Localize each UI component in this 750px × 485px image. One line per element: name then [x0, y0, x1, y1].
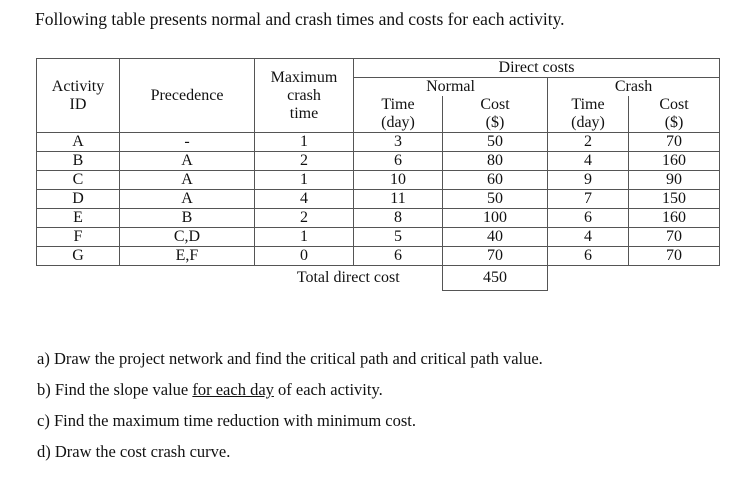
- cell-max-crash-time: 1: [255, 171, 354, 190]
- cell-crash-time: 4: [548, 228, 629, 247]
- question-c: c) Find the maximum time reduction with minimum cost.: [37, 411, 417, 430]
- cell-normal-cost: 80: [443, 152, 548, 171]
- total-direct-cost-label: Total direct cost: [296, 269, 400, 287]
- cell-activity-id: D: [37, 190, 120, 209]
- cell-precedence: -: [120, 133, 255, 152]
- cell-normal-cost: 60: [443, 171, 548, 190]
- cell-max-crash-time: 2: [255, 209, 354, 228]
- cell-crash-time: 2: [548, 133, 629, 152]
- cell-crash-cost: 70: [629, 133, 720, 152]
- table-row: [37, 152, 720, 171]
- cell-activity-id: G: [37, 247, 120, 266]
- underlined-phrase: for each day: [192, 380, 274, 399]
- header-normal-cost: Cost: [443, 96, 548, 114]
- table-row: [37, 171, 720, 190]
- cell-crash-cost: 160: [629, 152, 720, 171]
- header-precedence: Precedence: [120, 59, 255, 133]
- table-header: [37, 59, 720, 133]
- cell-crash-time: 6: [548, 247, 629, 266]
- cell-crash-time: 9: [548, 171, 629, 190]
- header-crash: Crash: [548, 78, 720, 97]
- cell-precedence: C,D: [120, 228, 255, 247]
- table-row: [37, 209, 720, 228]
- table-row: [37, 228, 720, 247]
- cell-activity-id: F: [37, 228, 120, 247]
- cell-activity-id: E: [37, 209, 120, 228]
- cell-crash-time: 6: [548, 209, 629, 228]
- activity-cost-table: [36, 58, 720, 291]
- cell-activity-id: B: [37, 152, 120, 171]
- header-crash-cost: Cost: [629, 96, 720, 114]
- header-crash-time: Time: [548, 96, 629, 114]
- cell-max-crash-time: 1: [255, 133, 354, 152]
- question-b: b) Find the slope value for each day of each activity.: [37, 380, 383, 399]
- cell-crash-cost: 150: [629, 190, 720, 209]
- cell-crash-cost: 160: [629, 209, 720, 228]
- cell-max-crash-time: 1: [255, 228, 354, 247]
- cell-normal-time: 6: [354, 152, 443, 171]
- cell-normal-time: 8: [354, 209, 443, 228]
- total-direct-cost-value: 450: [443, 266, 548, 291]
- header-normal: Normal: [354, 78, 548, 97]
- cell-max-crash-time: 2: [255, 152, 354, 171]
- total-row: [37, 266, 720, 291]
- cell-normal-time: 6: [354, 247, 443, 266]
- cell-normal-time: 5: [354, 228, 443, 247]
- cell-normal-cost: 70: [443, 247, 548, 266]
- header-crash-cost-unit: ($): [629, 114, 720, 133]
- cell-normal-time: 11: [354, 190, 443, 209]
- header-normal-time-unit: (day): [354, 114, 443, 133]
- cell-crash-cost: 70: [629, 247, 720, 266]
- cell-precedence: E,F: [120, 247, 255, 266]
- cell-crash-cost: 90: [629, 171, 720, 190]
- cell-normal-cost: 50: [443, 133, 548, 152]
- header-activity-id: Activity ID: [37, 59, 120, 133]
- cell-precedence: A: [120, 171, 255, 190]
- cell-max-crash-time: 4: [255, 190, 354, 209]
- cell-crash-time: 7: [548, 190, 629, 209]
- header-normal-time: Time: [354, 96, 443, 114]
- cell-crash-cost: 70: [629, 228, 720, 247]
- header-normal-cost-unit: ($): [443, 114, 548, 133]
- cell-normal-cost: 40: [443, 228, 548, 247]
- intro-text: Following table presents normal and crash times and costs for each activity.: [35, 9, 565, 29]
- header-maximum-crash-time: Maximum crash time: [255, 59, 354, 133]
- question-list: [37, 349, 543, 473]
- cell-normal-time: 3: [354, 133, 443, 152]
- question-a: a) Draw the project network and find the critical path and critical path value.: [37, 349, 543, 368]
- table-row: [37, 133, 720, 152]
- cell-activity-id: C: [37, 171, 120, 190]
- question-d: d) Draw the cost crash curve.: [37, 442, 231, 461]
- cell-normal-cost: 100: [443, 209, 548, 228]
- cell-precedence: A: [120, 190, 255, 209]
- header-crash-time-unit: (day): [548, 114, 629, 133]
- cell-precedence: B: [120, 209, 255, 228]
- cell-crash-time: 4: [548, 152, 629, 171]
- cell-max-crash-time: 0: [255, 247, 354, 266]
- table-row: [37, 247, 720, 266]
- cell-activity-id: A: [37, 133, 120, 152]
- cell-normal-time: 10: [354, 171, 443, 190]
- cell-normal-cost: 50: [443, 190, 548, 209]
- table-body: [37, 133, 720, 291]
- header-direct-costs: Direct costs: [354, 59, 720, 78]
- cell-precedence: A: [120, 152, 255, 171]
- table-row: [37, 190, 720, 209]
